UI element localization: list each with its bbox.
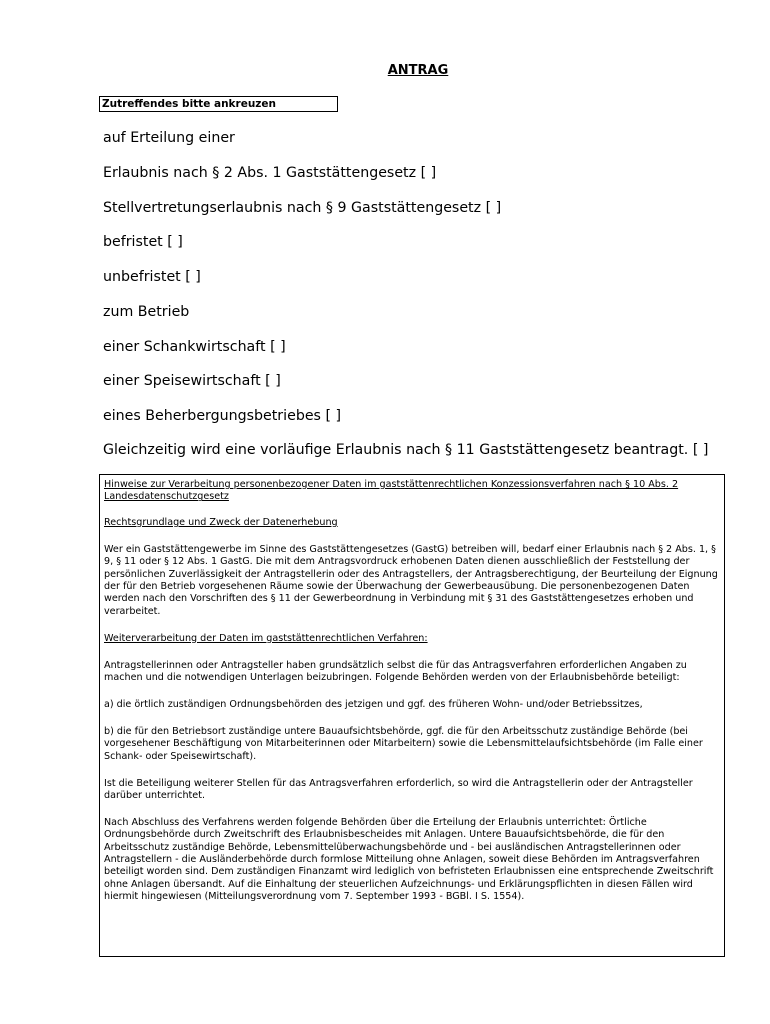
option-unbefristet[interactable]: unbefristet [ ] [103,269,201,285]
section-legal-basis-title: Rechtsgrundlage und Zweck der Datenerhebung [104,516,338,528]
option-befristet[interactable]: befristet [ ] [103,234,183,250]
list-item-b: b) die für den Betriebsort zuständige untere Bauaufsichtsbehörde, ggf. die für den Arbeitsschutz zuständige Behörde (bei vorgesehener Beschäftigung von Mitarbeiterinnen oder Mitarbeitern) sowie die Lebensmittelaufsichtsbehörde (im Falle einer Schank- oder Speisewirtschaft). [104,725,703,762]
option-stellvertretungserlaubnis[interactable]: Stellvertretungserlaubnis nach § 9 Gaststättengesetz [ ] [103,200,502,216]
option-speisewirtschaft[interactable]: einer Speisewirtschaft [ ] [103,373,281,389]
option-vorlaeufige-erlaubnis[interactable]: Gleichzeitig wird eine vorläufige Erlaubnis nach § 11 Gaststättengesetz beantragt. [ ] [103,442,709,458]
option-erlaubnis-par2[interactable]: Erlaubnis nach § 2 Abs. 1 Gaststättengesetz [ ] [103,165,437,181]
line-zum-betrieb: zum Betrieb [103,304,190,320]
option-schankwirtschaft[interactable]: einer Schankwirtschaft [ ] [103,339,286,355]
privacy-heading: Hinweise zur Verarbeitung personenbezogener Daten im gaststättenrechtlichen Konzessionsverfahren nach § 10 Abs. 2 Landesdatenschutzgesetz [104,479,679,503]
paragraph-other-agencies: Ist die Beteiligung weiterer Stellen für das Antragsverfahren erforderlich, so wird die Antragstellerin oder der Antragsteller darüber unterrichtet. [104,777,693,801]
document-title: ANTRAG [387,63,449,78]
line-auf-erteilung: auf Erteilung einer [103,130,235,146]
paragraph-after-procedure: Nach Abschluss des Verfahrens werden folgende Behörden über die Erteilung der Erlaubnis unterrichtet: Örtliche Ordnungsbehörde durch Zweitschrift des Erlaubnisbescheides mit Anlagen. Untere Bauaufsichtsbehörde, die für den Arbeitsschutz zuständige Behörde, Lebensmittelüberwachungsbehörde und - bei ausländischen Antragstellerinnen oder Antragstellern - die Ausländerbehörde durch formlose Mitteilung ohne Anlagen, soweit diese Behörden im Antragsverfahren beteiligt worden sind. Dem zuständigen Finanzamt wird lediglich von befristeten Erlaubnissen eine entsprechende Zweitschrift ohne Anlagen übersandt. Auf die Einhaltung der steuerlichen Aufzeichnungs- und Erklärungspflichten in diesen Fällen wird hiermit hingewiesen (Mitteilungsverordnung vom 7. September 1993 - BGBl. I S. 1554). [104,816,714,903]
section-legal-basis-text: Wer ein Gaststättengewerbe im Sinne des Gaststättengesetzes (GastG) betreiben will, bedarf einer Erlaubnis nach § 2 Abs. 1, § 9, § 11 oder § 12 Abs. 1 GastG. Die mit dem Antragsvordruck erhobenen Daten dienen ausschließlich der Feststellung der persönlichen Zuverlässigkeit der Antragstellerin oder des Antragstellers, der Antragsberechtigung, der Beurteilung der Eignung der für den Betrieb vorgesehenen Räume sowie der Überwachung der Gewerbeausübung. Die personenbezogenen Daten werden nach den Vorschriften des § 11 der Gewerbeordnung in Verbindung mit § 31 des Gaststättengesetzes erhoben und verarbeitet. [104,543,718,617]
list-item-a: a) die örtlich zuständigen Ordnungsbehörden des jetzigen und ggf. des früheren Wohn- und/oder Betriebssitzes, [104,698,643,710]
instruction-box: Zutreffendes bitte ankreuzen [99,96,338,112]
privacy-notice-box [99,474,725,957]
section-processing-title: Weiterverarbeitung der Daten im gaststättenrechtlichen Verfahren: [104,632,428,644]
section-processing-text: Antragstellerinnen oder Antragsteller haben grundsätzlich selbst die für das Antragsverfahren erforderlichen Angaben zu machen und die notwendigen Unterlagen beizubringen. Folgende Behörden werden von der Erlaubnisbehörde beteiligt: [104,659,687,683]
option-beherbergungsbetrieb[interactable]: eines Beherbergungsbetriebes [ ] [103,408,342,424]
